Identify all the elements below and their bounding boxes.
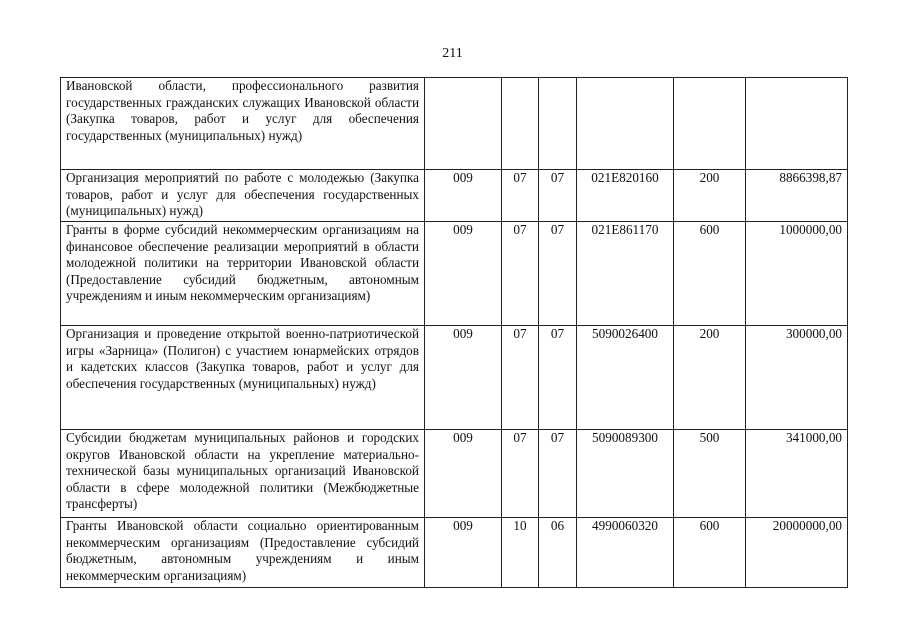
row-admin-code: 009	[425, 518, 502, 588]
row-section	[502, 78, 539, 170]
row-section: 07	[502, 430, 539, 518]
row-target-code: 021E861170	[577, 222, 674, 326]
row-expense-type: 600	[674, 518, 746, 588]
row-section: 10	[502, 518, 539, 588]
row-target-code: 4990060320	[577, 518, 674, 588]
row-subsection: 07	[539, 170, 577, 222]
row-amount	[746, 78, 848, 170]
row-description: Гранты в форме субсидий некоммерческим организациям на финансовое обеспечение реализации мероприятий в области молодежной политики на территории Ивановской области (Предоставление субсидий бюджетным, автономным учреждениям и иным некоммерческим организациям)	[61, 222, 425, 326]
row-section: 07	[502, 170, 539, 222]
row-expense-type: 600	[674, 222, 746, 326]
row-subsection: 07	[539, 222, 577, 326]
table-row	[61, 326, 848, 430]
table-row	[61, 78, 848, 170]
row-admin-code: 009	[425, 170, 502, 222]
page-number: 211	[442, 46, 463, 61]
row-subsection	[539, 78, 577, 170]
row-subsection: 06	[539, 518, 577, 588]
row-expense-type	[674, 78, 746, 170]
row-description: Организация и проведение открытой военно-патриотической игры «Зарница» (Полигон) с участием юнармейских отрядов и кадетских классов (Закупка товаров, работ и услуг для обеспечения государственных (муниципальных) нужд)	[61, 326, 425, 430]
row-admin-code: 009	[425, 326, 502, 430]
row-subsection: 07	[539, 430, 577, 518]
row-description: Гранты Ивановской области социально ориентированным некоммерческим организациям (Предоставление субсидий бюджетным, автономным учреждениям и иным некоммерческим организациям)	[61, 518, 425, 588]
table-row	[61, 430, 848, 518]
row-target-code: 5090026400	[577, 326, 674, 430]
row-section: 07	[502, 326, 539, 430]
row-description: Организация мероприятий по работе с молодежью (Закупка товаров, работ и услуг для обеспечения государственных (муниципальных) нужд)	[61, 170, 425, 222]
row-amount: 20000000,00	[746, 518, 848, 588]
row-admin-code	[425, 78, 502, 170]
row-expense-type: 200	[674, 326, 746, 430]
row-amount: 1000000,00	[746, 222, 848, 326]
row-target-code	[577, 78, 674, 170]
row-description: Ивановской области, профессионального развития государственных гражданских служащих Ивановской области (Закупка товаров, работ и услуг для обеспечения государственных (муниципальных) нужд)	[61, 78, 425, 170]
budget-table	[60, 77, 848, 588]
table-row	[61, 518, 848, 588]
row-admin-code: 009	[425, 430, 502, 518]
row-target-code: 5090089300	[577, 430, 674, 518]
row-amount: 8866398,87	[746, 170, 848, 222]
row-amount: 300000,00	[746, 326, 848, 430]
row-target-code: 021E820160	[577, 170, 674, 222]
row-admin-code: 009	[425, 222, 502, 326]
row-description: Субсидии бюджетам муниципальных районов и городских округов Ивановской области на укрепление материально-технической базы муниципальных организаций Ивановской области в сфере молодежной политики (Межбюджетные трансферты)	[61, 430, 425, 518]
row-amount: 341000,00	[746, 430, 848, 518]
row-expense-type: 200	[674, 170, 746, 222]
table-row	[61, 222, 848, 326]
row-expense-type: 500	[674, 430, 746, 518]
row-section: 07	[502, 222, 539, 326]
row-subsection: 07	[539, 326, 577, 430]
table-row	[61, 170, 848, 222]
